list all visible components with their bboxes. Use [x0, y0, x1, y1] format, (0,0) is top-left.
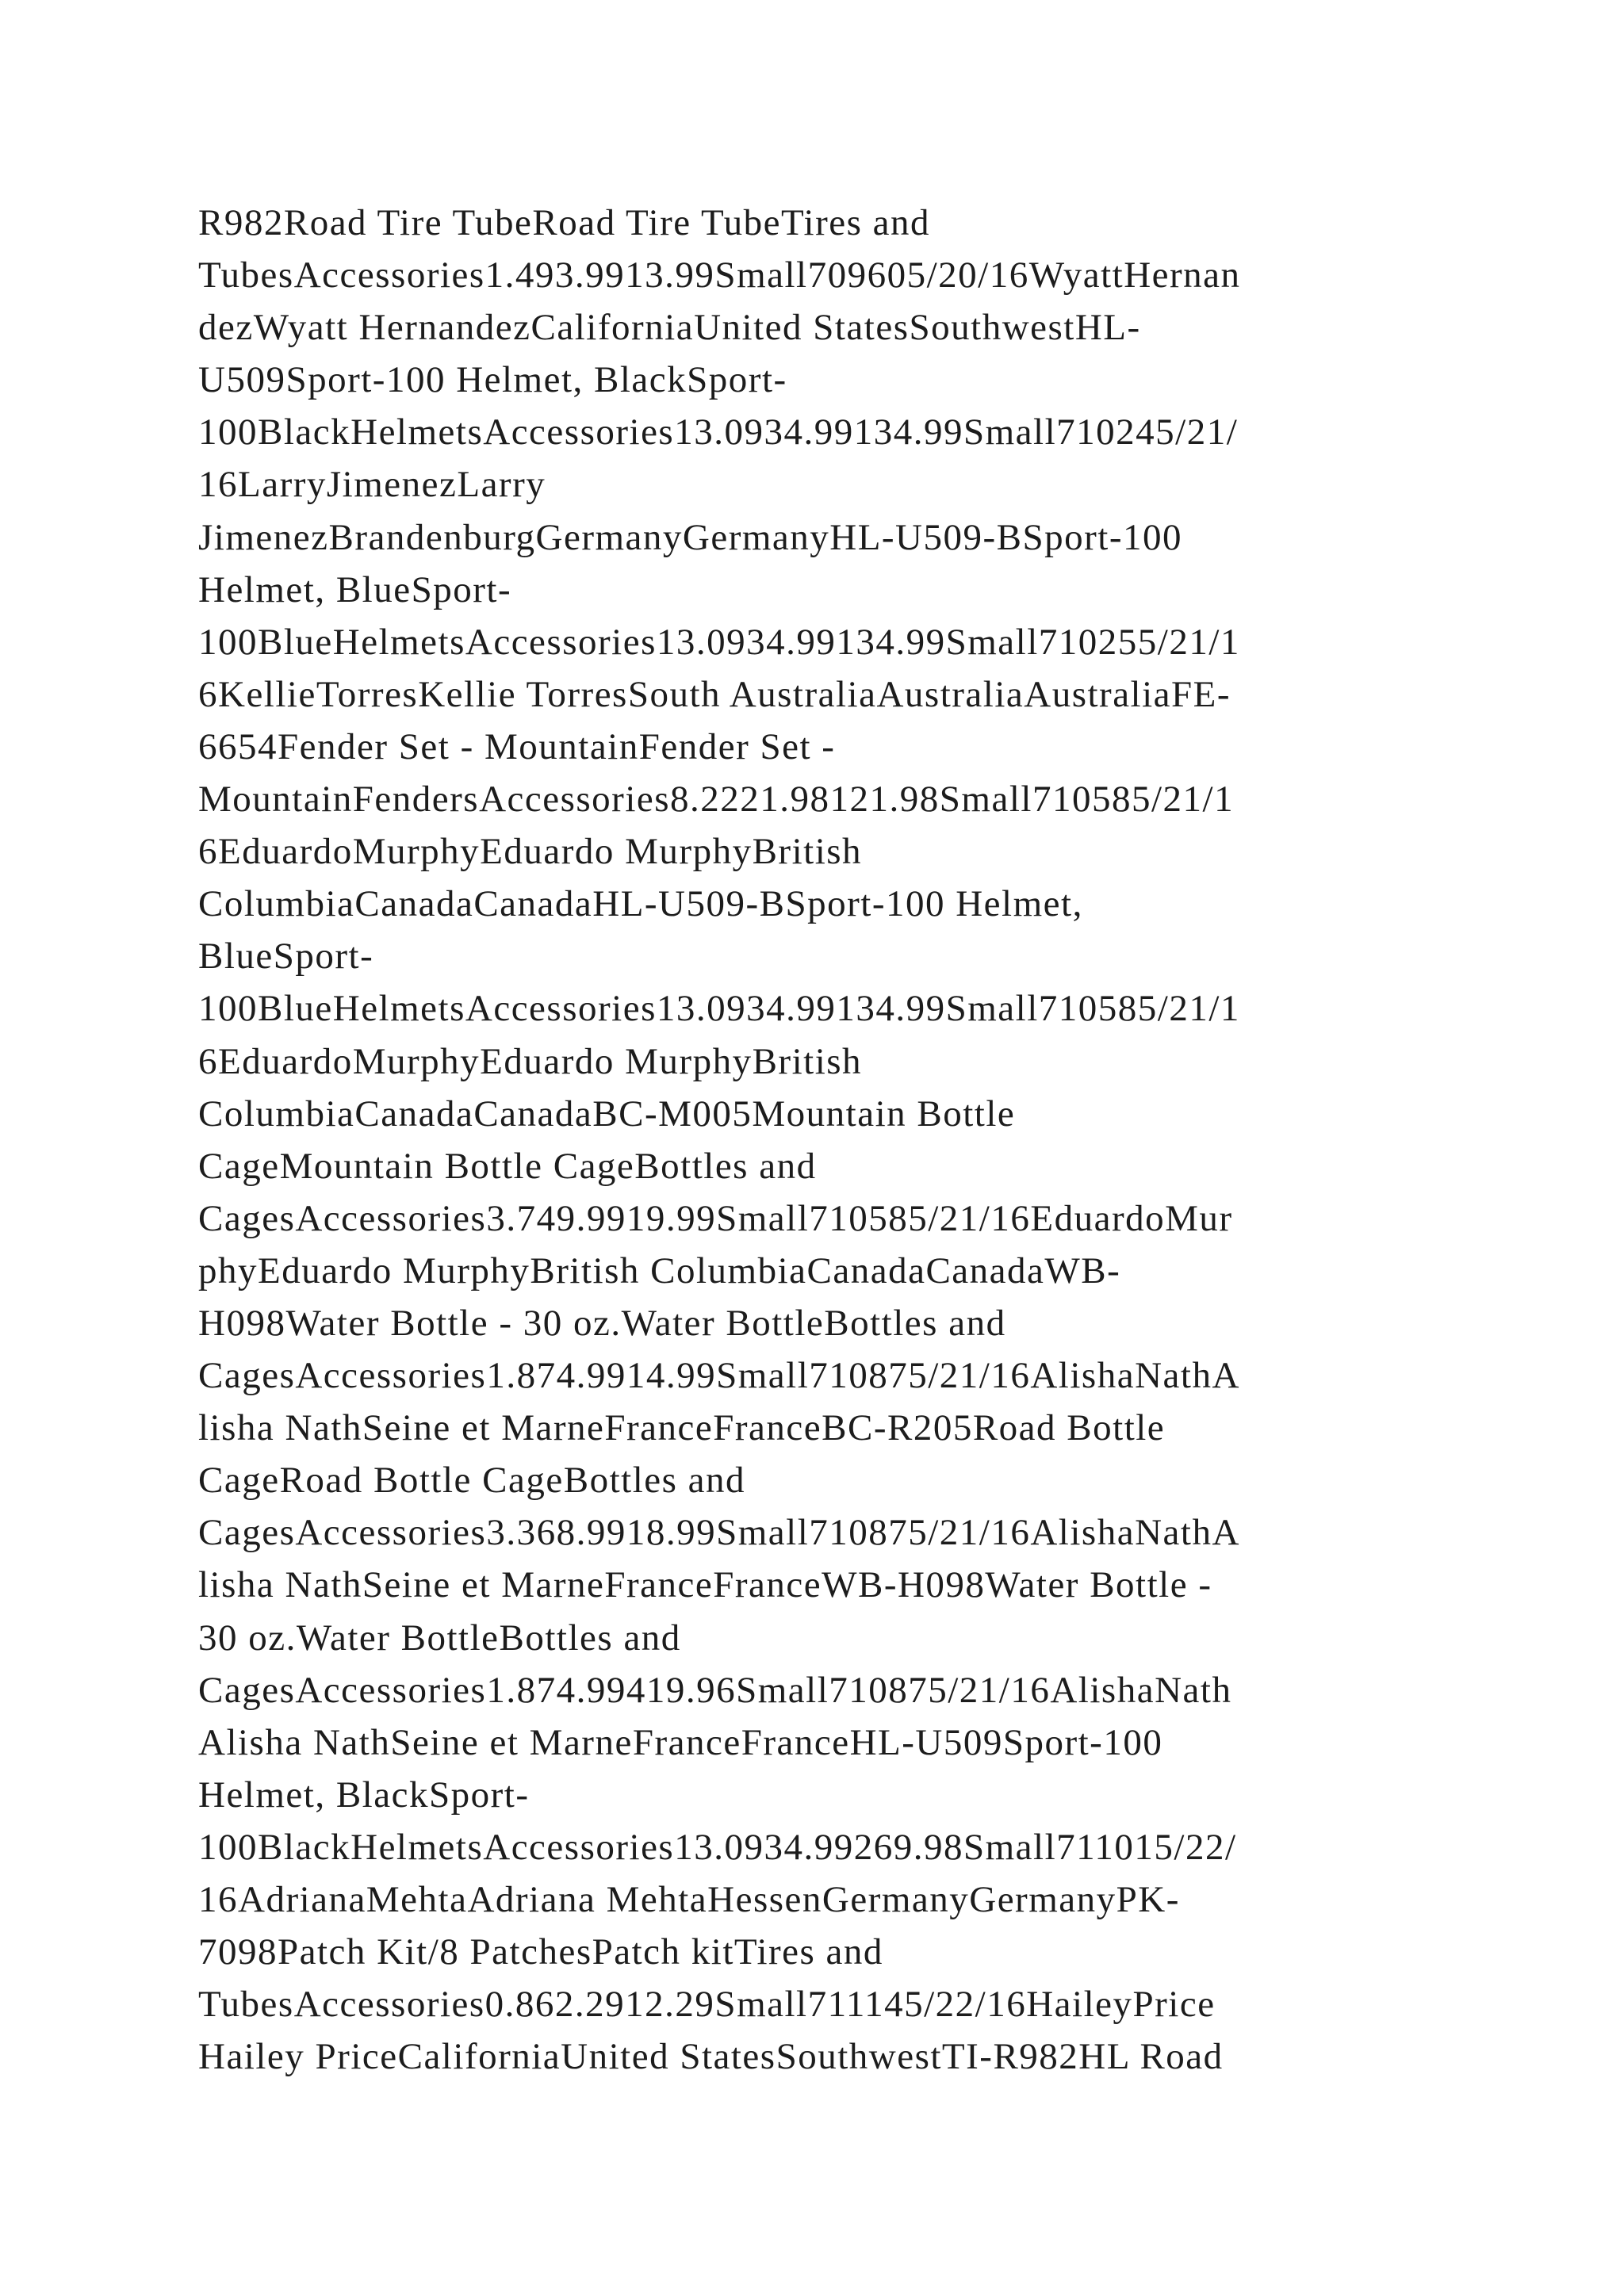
text-line: 6EduardoMurphyEduardo MurphyBritish	[198, 1040, 863, 1082]
text-line: 100BlueHelmetsAccessories13.0934.99134.99Small710255/21/1	[198, 621, 1240, 663]
text-line: lisha NathSeine et MarneFranceFranceWB-H098Water Bottle -	[198, 1564, 1212, 1606]
text-line: Helmet, BlackSport-	[198, 1774, 530, 1816]
text-line: dezWyatt HernandezCaliforniaUnited StatesSouthwestHL-	[198, 307, 1141, 349]
text-line: TubesAccessories1.493.9913.99Small709605/20/16WyattHernan	[198, 254, 1241, 297]
text-line: Hailey PriceCaliforniaUnited StatesSouthwestTI-R982HL Road	[198, 2036, 1224, 2078]
text-line: CagesAccessories1.874.9914.99Small710875/21/16AlishaNathA	[198, 1355, 1240, 1397]
text-line: CageRoad Bottle CageBottles and	[198, 1460, 746, 1502]
text-line: ColumbiaCanadaCanadaBC-M005Mountain Bottle	[198, 1093, 1016, 1135]
text-line: Alisha NathSeine et MarneFranceFranceHL-U509Sport-100	[198, 1721, 1163, 1763]
text-line: CagesAccessories3.368.9918.99Small710875/21/16AlishaNathA	[198, 1512, 1240, 1554]
text-line: JimenezBrandenburgGermanyGermanyHL-U509-BSport-100	[198, 516, 1183, 558]
text-line: ColumbiaCanadaCanadaHL-U509-BSport-100 Helmet,	[198, 883, 1083, 925]
text-line: lisha NathSeine et MarneFranceFranceBC-R205Road Bottle	[198, 1407, 1166, 1449]
text-line: TubesAccessories0.862.2912.29Small711145/22/16HaileyPrice	[198, 1984, 1216, 2026]
text-line: CagesAccessories3.749.9919.99Small710585/21/16EduardoMur	[198, 1197, 1233, 1239]
text-line: BlueSport-	[198, 936, 374, 978]
text-line: Helmet, BlueSport-	[198, 568, 512, 610]
text-line: 100BlackHelmetsAccessories13.0934.99269.98Small711015/22/	[198, 1826, 1237, 1868]
text-line: U509Sport-100 Helmet, BlackSport-	[198, 359, 787, 401]
text-line: phyEduardo MurphyBritish ColumbiaCanadaCanadaWB-	[198, 1249, 1121, 1292]
text-line: 16LarryJimenezLarry	[198, 464, 546, 506]
text-line: 30 oz.Water BottleBottles and	[198, 1617, 681, 1659]
text-line: 7098Patch Kit/8 PatchesPatch kitTires and	[198, 1931, 883, 1973]
text-line: 6KellieTorresKellie TorresSouth AustraliaAustraliaAustraliaFE-	[198, 673, 1231, 715]
text-line: 100BlueHelmetsAccessories13.0934.99134.99Small710585/21/1	[198, 988, 1240, 1030]
text-line: 6EduardoMurphyEduardo MurphyBritish	[198, 831, 863, 873]
text-line: H098Water Bottle - 30 oz.Water BottleBottles and	[198, 1302, 1006, 1344]
text-line: 16AdrianaMehtaAdriana MehtaHessenGermanyGermanyPK-	[198, 1879, 1180, 1920]
text-line: CageMountain Bottle CageBottles and	[198, 1145, 817, 1187]
text-line: MountainFendersAccessories8.2221.98121.98Small710585/21/1	[198, 779, 1235, 821]
text-line: R982Road Tire TubeRoad Tire TubeTires and	[198, 202, 930, 243]
text-line: CagesAccessories1.874.99419.96Small710875/21/16AlishaNath	[198, 1669, 1232, 1711]
text-line: 100BlackHelmetsAccessories13.0934.99134.99Small710245/21/	[198, 411, 1239, 453]
document-text-block	[198, 197, 1451, 2083]
text-line: 6654Fender Set - MountainFender Set -	[198, 725, 836, 767]
